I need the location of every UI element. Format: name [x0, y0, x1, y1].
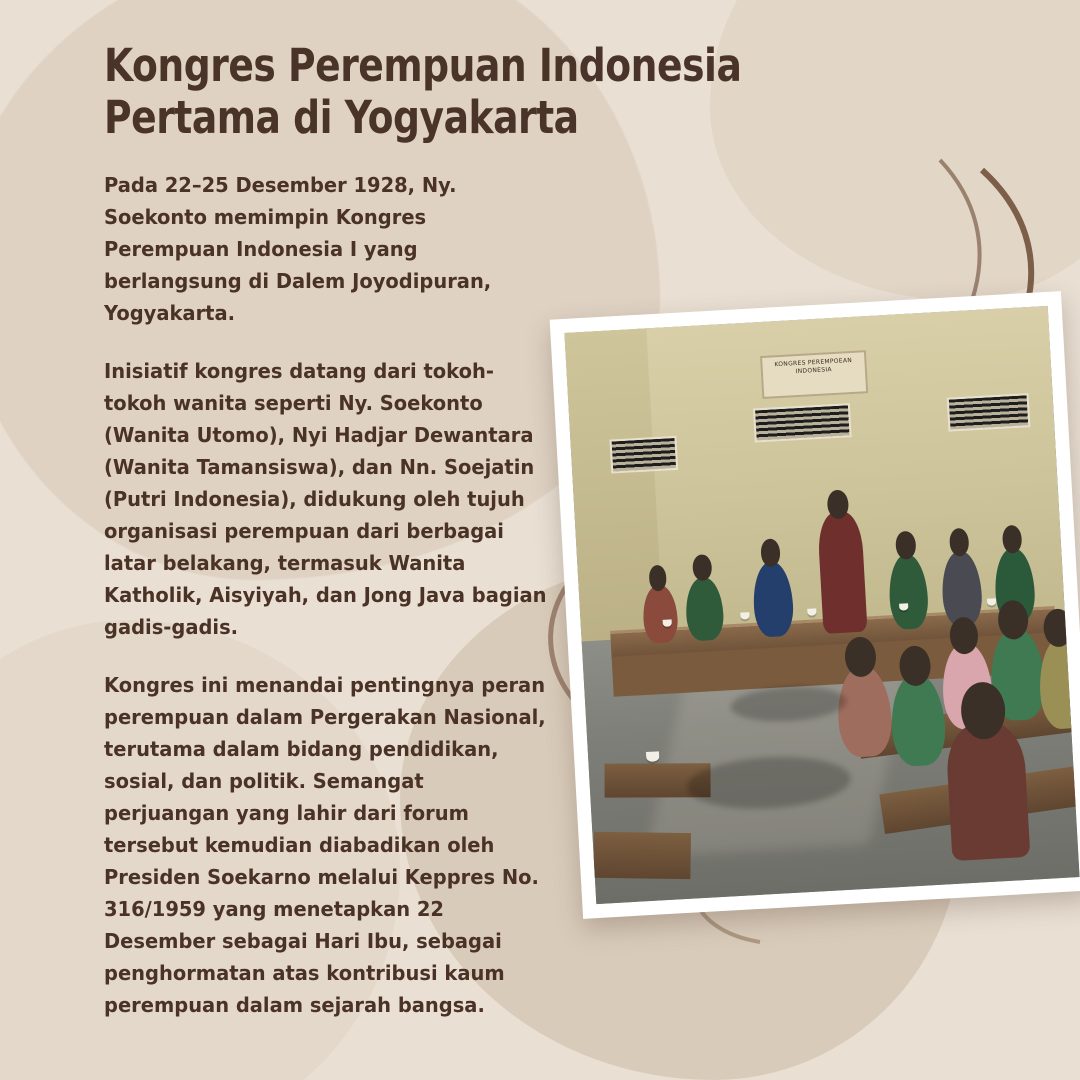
photo-transom-left — [609, 436, 679, 474]
photo-panel-head — [648, 565, 667, 591]
photo-panel-head — [895, 531, 916, 559]
photo-wall-sign-line2: INDONESIA — [795, 365, 833, 375]
photo-wall-sign-line1: KONGRES PEREMPOEAN — [774, 357, 853, 369]
photo-teacup — [740, 612, 749, 619]
photo-transom-right — [946, 393, 1030, 432]
photo-audience-head — [1043, 608, 1074, 647]
photo-teacup — [986, 598, 995, 605]
photo-audience-figure-front — [945, 720, 1030, 861]
photo-panel-head — [692, 554, 712, 581]
text-column — [104, 39, 742, 1022]
paragraph-3: Kongres ini menandai pentingnya peran perempuan dalam Pergerakan Nasional, terutama dalam bidang pendidikan, sosial, dan politik. Semangat perjuangan yang lahir dari forum tersebut kemudian diabadikan oleh Presiden Soekarno melalui Keppres No. 316/1959 yang menetapkan 22 Desember sebagai Hari Ibu, sebagai penghormatan atas kontribusi kaum perempuan dalam sejarah bangsa. — [104, 672, 546, 1017]
photo-wall-sign — [760, 350, 869, 399]
page-title: Kongres Perempuan Indonesia Pertama di Yogyakarta — [104, 39, 742, 145]
paragraph-2: Inisiatif kongres datang dari tokoh-tokoh wanita seperti Ny. Soekonto (Wanita Utomo), Nyi Hadjar Dewantara (Wanita Tamansiswa), dan Nn. Soejatin (Putri Indonesia), didukung oleh tujuh organisasi perempuan dari berbagai latar belakang, termasuk Wanita Katholik, Aisyiyah, dan Jong Java bagian gadis-gadis. — [104, 359, 547, 639]
photo-transom-mid — [753, 403, 852, 443]
photo-audience-desk — [593, 832, 690, 879]
paragraph-1: Pada 22–25 Desember 1928, Ny. Soekonto memimpin Kongres Perempuan Indonesia I yang berlangsung di Dalem Joyodipuran, Yogyakarta. — [104, 173, 492, 326]
congress-diorama-photo — [564, 306, 1079, 904]
photo-card — [550, 291, 1080, 919]
